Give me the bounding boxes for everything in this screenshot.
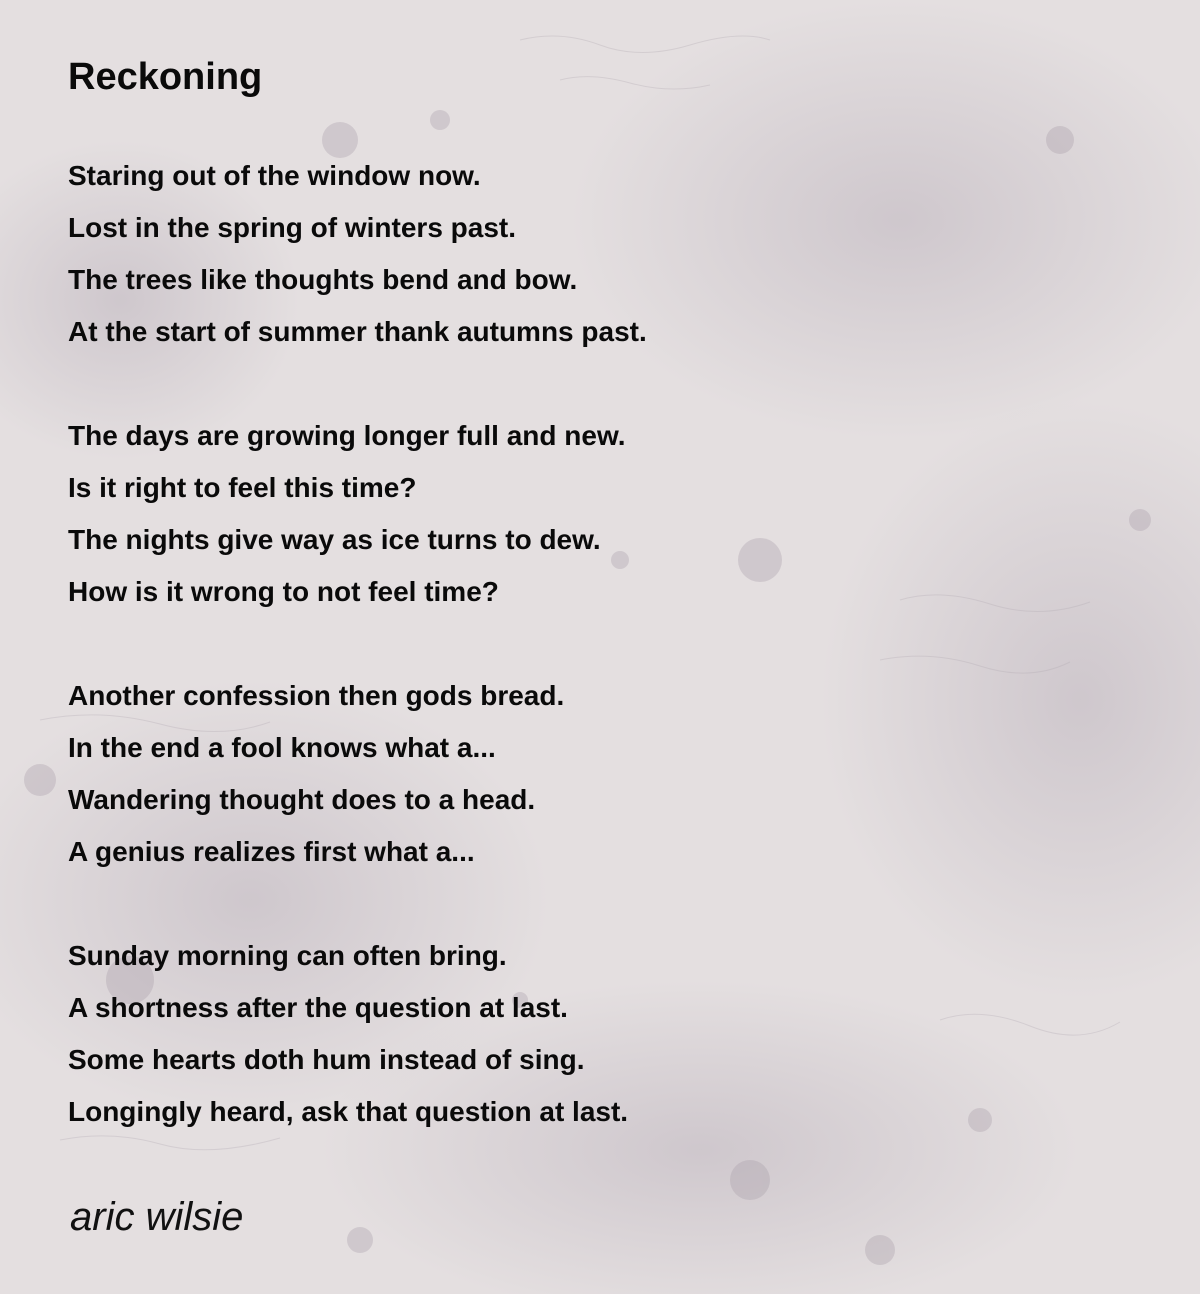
- stanza-1: [68, 150, 647, 358]
- poem-line: The nights give way as ice turns to dew.: [68, 524, 601, 555]
- poem-line: Another confession then gods bread.: [68, 680, 565, 711]
- stanza-4: [68, 930, 647, 1138]
- poem-line: Some hearts doth hum instead of sing.: [68, 1044, 585, 1075]
- poem-line: Is it right to feel this time?: [68, 472, 417, 503]
- poem-line: The days are growing longer full and new.: [68, 420, 626, 451]
- poem-line: How is it wrong to not feel time?: [68, 576, 499, 607]
- poem-line: Longingly heard, ask that question at last.: [68, 1096, 629, 1127]
- poem-title: Reckoning: [68, 56, 263, 98]
- poem-line: Lost in the spring of winters past.: [68, 212, 517, 243]
- poem-line: A genius realizes first what a...: [68, 836, 475, 867]
- poem-line: The trees like thoughts bend and bow.: [68, 264, 578, 295]
- poem-line: A shortness after the question at last.: [68, 992, 568, 1023]
- poem-line: Sunday morning can often bring.: [68, 940, 507, 971]
- poem-line: Wandering thought does to a head.: [68, 784, 536, 815]
- stanza-3: [68, 670, 647, 878]
- poem-line: Staring out of the window now.: [68, 160, 481, 191]
- poem-body: [68, 150, 647, 1190]
- poem-line: At the start of summer thank autumns past.: [68, 316, 647, 347]
- poem-author: aric wilsie: [70, 1195, 244, 1239]
- poem-line: In the end a fool knows what a...: [68, 732, 496, 763]
- stanza-2: [68, 410, 647, 618]
